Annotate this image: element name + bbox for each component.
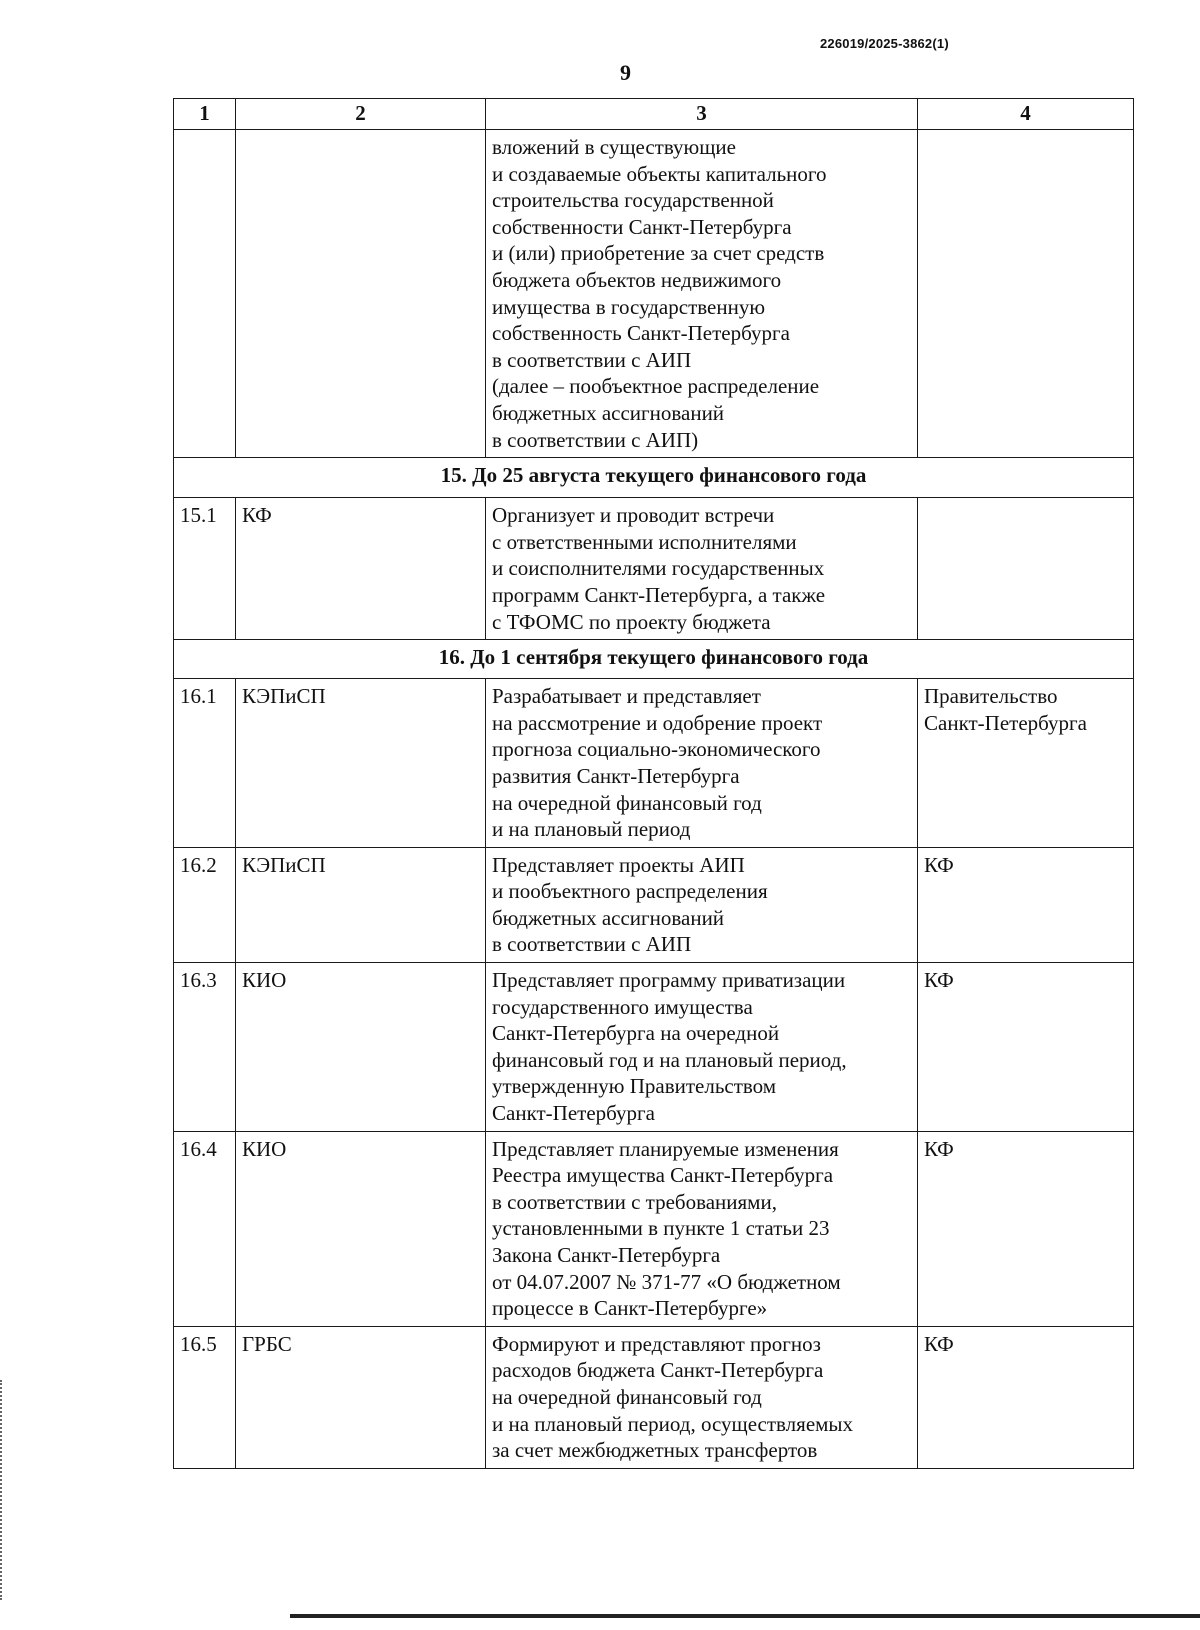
row-executor: КЭПиСП bbox=[236, 847, 486, 962]
column-header-2: 2 bbox=[236, 99, 486, 130]
row-number: 16.5 bbox=[174, 1326, 236, 1468]
table-row bbox=[174, 130, 1134, 458]
table-row bbox=[174, 498, 1134, 640]
table-row bbox=[174, 679, 1134, 848]
page-number: 9 bbox=[620, 60, 631, 85]
row-recipient bbox=[918, 498, 1134, 640]
row-description: вложений в существующие и создаваемые объекты капитального строительства государственной собственности Санкт-Петербурга и (или) приобретение за счет средств бюджета объектов недвижимого имущества в государственную собственность Санкт-Петербурга в соответствии с АИП (далее – пообъектное распределение бюджетных ассигнований в соответствии с АИП) bbox=[486, 130, 918, 458]
page-bottom-rule bbox=[290, 1614, 1200, 1618]
column-header-1: 1 bbox=[174, 99, 236, 130]
section-header-row bbox=[174, 640, 1134, 679]
table-row bbox=[174, 1326, 1134, 1468]
section-title: 15. До 25 августа текущего финансового года bbox=[174, 458, 1134, 498]
row-executor: ГРБС bbox=[236, 1326, 486, 1468]
table-body bbox=[174, 99, 1134, 1469]
row-description: Представляет планируемые изменения Реестра имущества Санкт-Петербурга в соответствии с требованиями, установленными в пункте 1 статьи 23 Закона Санкт-Петербурга от 04.07.2007 № 371-77 «О бюджетном процессе в Санкт-Петербурге» bbox=[486, 1131, 918, 1326]
row-number bbox=[174, 130, 236, 458]
row-recipient: КФ bbox=[918, 1326, 1134, 1468]
scan-edge-marks bbox=[0, 1380, 6, 1600]
row-description: Представляет проекты АИП и пообъектного распределения бюджетных ассигнований в соответствии с АИП bbox=[486, 847, 918, 962]
row-recipient: КФ bbox=[918, 847, 1134, 962]
row-number: 16.1 bbox=[174, 679, 236, 848]
table-header-row bbox=[174, 99, 1134, 130]
row-recipient: Правительство Санкт-Петербурга bbox=[918, 679, 1134, 848]
row-executor: КЭПиСП bbox=[236, 679, 486, 848]
row-recipient bbox=[918, 130, 1134, 458]
column-header-3: 3 bbox=[486, 99, 918, 130]
document-number: 226019/2025-3862(1) bbox=[820, 36, 949, 51]
table-row bbox=[174, 963, 1134, 1132]
row-number: 16.3 bbox=[174, 963, 236, 1132]
row-executor bbox=[236, 130, 486, 458]
row-executor: КИО bbox=[236, 1131, 486, 1326]
row-description: Формируют и представляют прогноз расходов бюджета Санкт-Петербурга на очередной финансовый год и на плановый период, осуществляемых за счет межбюджетных трансфертов bbox=[486, 1326, 918, 1468]
row-executor: КФ bbox=[236, 498, 486, 640]
row-description: Организует и проводит встречи с ответственными исполнителями и соисполнителями государственных программ Санкт-Петербурга, а также с ТФОМС по проекту бюджета bbox=[486, 498, 918, 640]
column-header-4: 4 bbox=[918, 99, 1134, 130]
row-number: 16.2 bbox=[174, 847, 236, 962]
table-row bbox=[174, 1131, 1134, 1326]
section-title: 16. До 1 сентября текущего финансового года bbox=[174, 640, 1134, 679]
row-number: 15.1 bbox=[174, 498, 236, 640]
row-number: 16.4 bbox=[174, 1131, 236, 1326]
row-executor: КИО bbox=[236, 963, 486, 1132]
row-recipient: КФ bbox=[918, 963, 1134, 1132]
row-description: Разрабатывает и представляет на рассмотрение и одобрение проект прогноза социально-экономического развития Санкт-Петербурга на очередной финансовый год и на плановый период bbox=[486, 679, 918, 848]
row-description: Представляет программу приватизации государственного имущества Санкт-Петербурга на очередной финансовый год и на плановый период, утвержденную Правительством Санкт-Петербурга bbox=[486, 963, 918, 1132]
table-row bbox=[174, 847, 1134, 962]
section-header-row bbox=[174, 458, 1134, 498]
row-recipient: КФ bbox=[918, 1131, 1134, 1326]
schedule-table bbox=[173, 98, 1134, 1469]
